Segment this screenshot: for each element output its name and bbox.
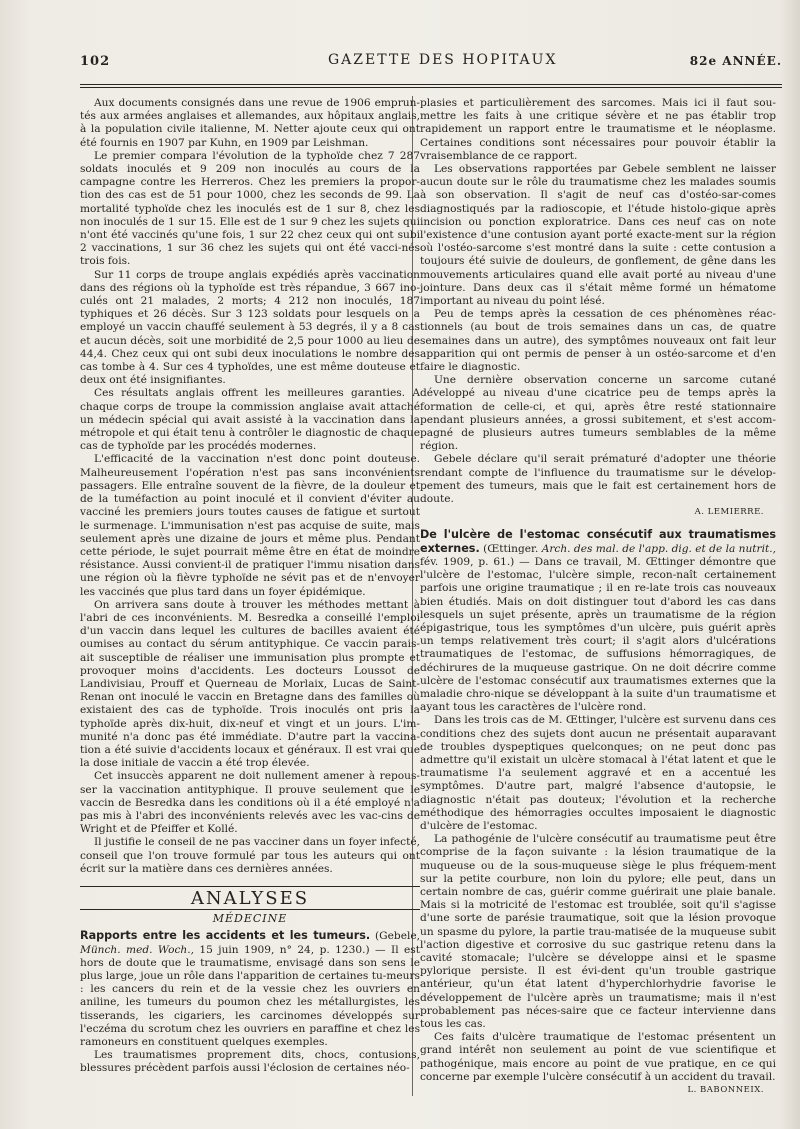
article-paragraph — [80, 929, 420, 1049]
article-body: 15 juin 1909, n° 24, p. 1230.) — Il est hors de doute que le traumatisme, envisagé dans son sens le plus large, joue un rôle dans l'apparition de certaines tu-meurs : les cancers du rein et de la vessie chez les ouvriers en aniline, les tumeurs du poumon chez les métallurgistes, les tisserands, les cigariers, les carcinomes développés sur l'eczéma du scrotum chez les ouvriers en paraffine et chez les ramoneurs en constituent quelques exemples. — [80, 943, 420, 1049]
paragraph: Ces résultats anglais offrent les meilleures garanties. A chaque corps de troupe la commission anglaise avait attaché un médecin spécial qui avait assisté à la vaccination dans la métropole et qui était tenu à contrôler le diagnostic de chaque cas de typhoïde par les procédés modernes. — [80, 387, 420, 453]
paragraph: Les observations rapportées par Gebele semblent ne laisser aucun doute sur le rôle du traumatisme chez les malades soumis à son observation. Il s'agit de neuf cas d'ostéo-sar-comes diagnostiqués par la radioscopie, et l'étude histolo-gique après incision ou ponction exploratrice. Dans ces neuf cas on note l'existence d'une contusion ayant porté exacte-ment sur la région où l'ostéo-sarcome s'est montré dans la suite : cette contusion a toujours été suivie de douleurs, de gonflement, de gêne dans les mouvements articulaires quand elle avait porté au niveau d'une jointure. Dans deux cas il s'était même formé un hématome important au niveau du point lésé. — [420, 163, 776, 308]
paragraph: Les traumatismes proprement dits, chocs, contusions, blessures précèdent parfois aussi l'éclosion de certaines néo- — [80, 1049, 420, 1075]
article-ref-author: (Œttinger. — [483, 542, 539, 555]
article-title: Rapports entre les accidents et les tumeurs. — [80, 929, 371, 943]
section-title: ANALYSES — [190, 887, 310, 909]
left-column — [80, 97, 420, 1076]
article-body: fév. 1909, p. 61.) — Dans ce travail, M. Œttinger démontre que l'ulcère de l'estomac, l'ulcère simple, recon-naît certainement parfois une origine traumatique ; il en re-late trois cas nouveaux bien étudiés. Mais on doit distinguer tout d'abord les cas dans lesquels un sujet présente, après un traumatisme de la région épigastrique, tous les symptômes d'un ulcère, puis guérit après un temps relativement très court; il s'agit alors d'ulcérations traumatiques de l'estomac, de suffusions hémorragiques, de déchirures de la muqueuse gastrique. On ne doit décrire comme ulcère de l'estomac consécutif aux traumatismes externes que la maladie chro-nique se développant à la suite d'un traumatisme et ayant tous les caractères de l'ulcère rond. — [420, 555, 776, 714]
paragraph: Une dernière observation concerne un sarcome cutané développé au niveau d'une cicatrice peu de temps après la formation de celle-ci, et qui, après être resté stationnaire pendant plusieurs années, a grossi subitement, et s'est accom-pagné de plusieurs autres tumeurs semblables de la même région. — [420, 374, 776, 453]
section-rule — [80, 886, 420, 887]
subsection-title: MÉDECINE — [212, 912, 288, 926]
author-signature: A. LEMIERRE. — [694, 507, 764, 518]
year-label: 82e ANNÉE. — [689, 54, 782, 68]
author-signature: L. BABONNEIX. — [687, 1085, 764, 1096]
article-title: De l'ulcère de l'estomac consécutif aux traumatismes externes. — [420, 527, 776, 555]
article-ref-journal: Arch. des mal. de l'app. dig. et de la nutrit., — [541, 542, 776, 555]
paragraph: Peu de temps après la cessation de ces phénomènes réac-tionnels (au bout de trois semaines dans un cas, de quatre semaines dans un autre), des symptômes nouveaux ont fait leur apparition qui ont permis de penser à un ostéo-sarcome et d'en faire le diagnostic. — [420, 308, 776, 374]
right-column — [420, 97, 776, 1097]
paragraph: L'efficacité de la vaccination n'est donc point douteuse. Malheureusement l'opération n'est pas sans inconvénients passagers. Elle entraîne souvent de la fièvre, de la douleur et de la tuméfaction au point inoculé et il convient d'éviter au vacciné les premiers jours toutes causes de fatigue et surtout le surmenage. L'immunisation n'est pas acquise de suite, mais seulement après une dizaine de jours et même plus. Pendant cette période, le sujet pourrait même être en état de moindre résistance. Aussi convient-il de pratiquer l'immu nisation dans une région où la fièvre typhoïde ne sévit pas et de n'envoyer les vaccinés que plus tard dans un foyer épidémique. — [80, 453, 420, 598]
paragraph: La pathogénie de l'ulcère consécutif au traumatisme peut être comprise de la façon suivante : la lésion traumatique de la muqueuse ou de la sous-muqueuse siège le plus fréquem-ment sur la petite courbure, non loin du pylore; elle peut, dans un certain nombre de cas, guérir comme guérirait une plaie banale. Mais si la motricité de l'estomac est troublée, soit qu'il s'agisse d'une sorte de parésie traumatique, soit que la lésion provoque un spasme du pylore, la partie trau-matisée de la muqueuse subit l'action digestive et corrosive du suc gastrique retenu dans la cavité stomacale; l'ulcère se développe ainsi et le spasme pylorique persiste. Il est évi-dent qu'un trouble gastrique antérieur, qu'un état latent d'hyperchlorhydrie favorise le développement de l'ulcère après un traumatisme; mais il n'est probablement pas néces-saire que ce facteur intervienne dans tous les cas. — [420, 833, 776, 1031]
paragraph: Aux documents consignés dans une revue de 1906 emprun-tés aux armées anglaises et allemandes, aux hôpitaux anglais, à la population civile italienne, M. Netter ajoute ceux qui ont été fournis en 1907 par Kuhn, en 1909 par Leishman. — [80, 97, 420, 149]
article-paragraph — [420, 528, 776, 715]
paragraph: Sur 11 corps de troupe anglais expédiés après vaccination dans des régions où la typhoïde est très répandue, 3 667 ino-culés ont 21 malades, 2 morts; 4 212 non inoculés, 187 typhiques et 26 décès. Sur 3 123 soldats pour lesquels on a employé un vaccin chauffé seulement à 53 degrés, il y a 8 cas et aucun décès, soit une morbidité de 2,5 pour 1000 au lieu de 44,4. Chez ceux qui ont subi deux inoculations le nombre des cas tombe à 4. Sur ces 4 typhoïdes, une est même douteuse et deux ont été insignifiantes. — [80, 268, 420, 387]
paragraph: Le premier compara l'évolution de la typhoïde chez 7 287 soldats inoculés et 9 209 non inoculés au cours de la campagne contre les Herreros. Chez les premiers la propor-tion des cas est de 51 pour 1000, chez les seconds de 99. La mortalité typhoïde chez les inoculés est de 1 sur 8, chez les non inoculés de 1 sur 15. Elle est de 1 sur 9 chez les sujets qui n'ont été vaccinés qu'une fois, 1 sur 22 chez ceux qui ont subi 2 vaccinations, 1 sur 36 chez les sujets qui ont été vacci-nés trois fois. — [80, 149, 420, 268]
article-ref-author: (Gebele, — [375, 930, 420, 943]
journal-title: GAZETTE DES HOPITAUX — [328, 52, 558, 68]
paragraph: On arrivera sans doute à trouver les méthodes mettant à l'abri de ces inconvénients. M. Besredka a conseillé l'emploi d'un vaccin dans lequel les cultures de bacilles avaient été oumises au contact du sérum antityphique. Ce vaccin parais-ait susceptible de réaliser une immunisation plus prompte et provoquer moins d'accidents. Les docteurs Loussot de Landivisiau, Prouff et Querneau de Morlaix, Lucas de Saint-Renan ont inoculé le vaccin en Bretagne dans des familles où existaient des cas de typhoïde. Trois inoculés ont pris la typhoïde après dix-huit, dix-neuf et vingt et un jours. L'im-munité n'a donc pas été immédiate. D'autre part la vaccina-tion a été suivie d'accidents locaux et généraux. Il est vrai que la dose initiale de vaccin a été trop élevée. — [80, 598, 420, 770]
paragraph: Gebele déclare qu'il serait prématuré d'adopter une théorie rendant compte de l'influence du traumatisme sur le dévelop-pement des tumeurs, mais que le fait est certainement hors de doute. — [420, 453, 776, 506]
paragraph: Dans les trois cas de M. Œttinger, l'ulcère est survenu dans ces conditions chez des sujets dont aucun ne présentait auparavant de troubles dyspeptiques quelconques; on ne peut donc pas admettre qu'il existait un ulcère stomacal à l'état latent et que le traumatisme l'a seulement aggravé et en a accentué les symptômes. D'autre part, malgré l'absence d'autopsie, le diagnostic n'était pas douteux; l'évolution et la recherche méthodique des hémorragies occultes imposaient le diagnostic d'ulcère de l'estomac. — [420, 714, 776, 832]
header-rule-secondary — [80, 87, 782, 88]
paragraph: Il justifie le conseil de ne pas vacciner dans un foyer infecté, conseil que l'on trouve formulé par tous les auteurs qui ont écrit sur la matière dans ces dernières années. — [80, 836, 420, 875]
paragraph: Ces faits d'ulcère traumatique de l'estomac présentent un grand intérêt non seulement au point de vue scientifique et pathogénique, mais encore au point de vue pratique, en ce qui concerne par exemple l'ulcère consécutif à un accident du travail. — [420, 1031, 776, 1083]
page-number: 102 — [80, 54, 111, 69]
page-header — [80, 52, 782, 72]
paragraph: plasies et particulièrement des sarcomes. Mais ici il faut sou-mettre les faits à une critique sévère et ne pas établir trop rapidement un rapport entre le traumatisme et le néoplasme. Certaines conditions sont nécessaires pour pouvoir établir la vraisemblance de ce rapport. — [420, 97, 776, 162]
article-ref-journal: Münch. med. Woch., — [80, 943, 194, 956]
paragraph: Cet insuccès apparent ne doit nullement amener à repous-ser la vaccination antityphique. Il prouve seulement que le vaccin de Besredka dans les conditions où il a été employé n'a pas mis à l'abri des inconvénients relevés avec les vac-cins de Wright et de Pfeiffer et Kollé. — [80, 770, 420, 836]
section-rule-bottom — [80, 909, 420, 910]
header-rule — [80, 84, 782, 85]
